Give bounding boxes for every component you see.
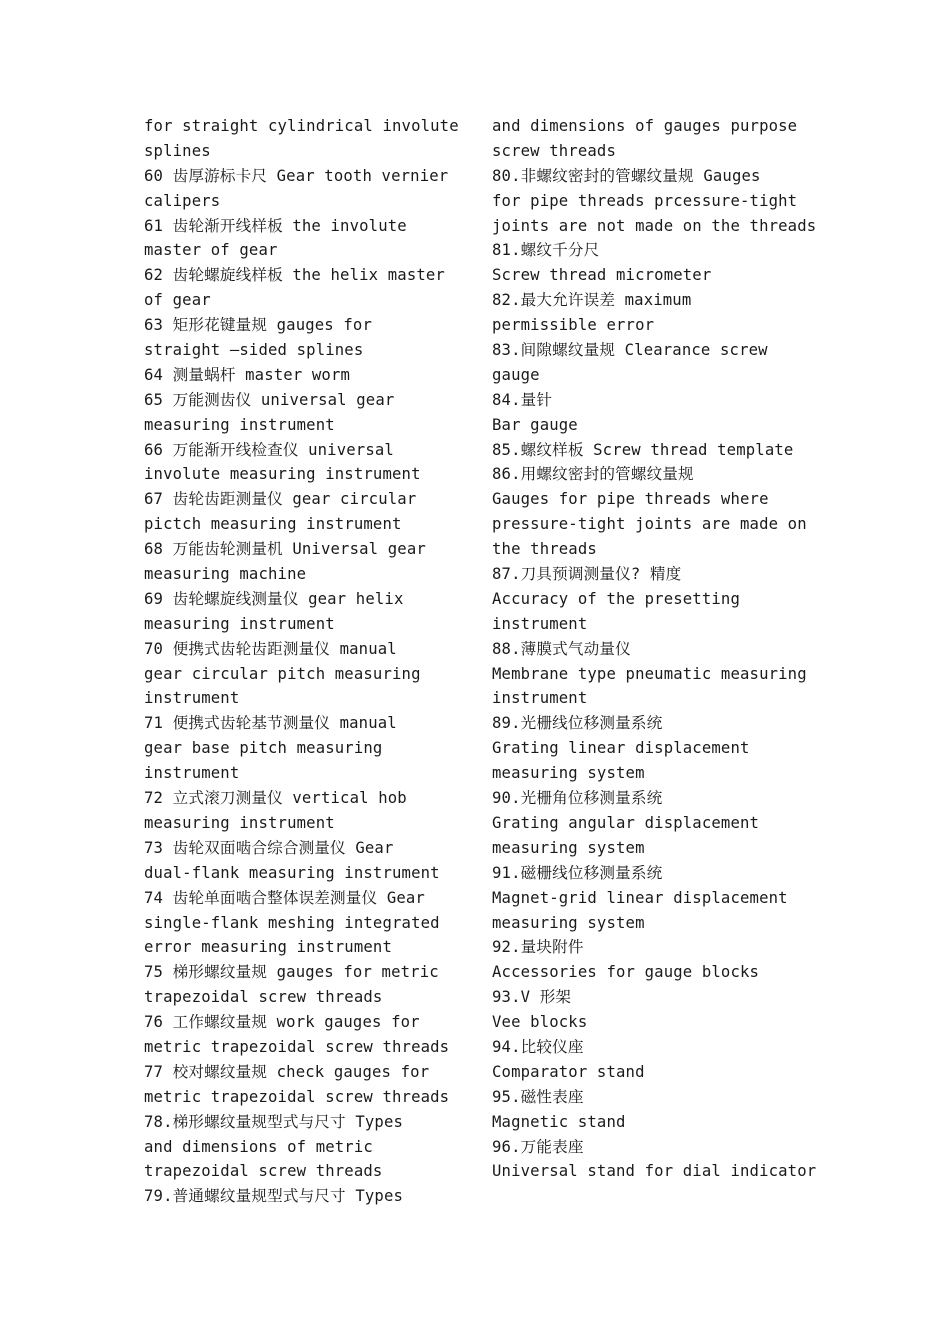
text-line: metric trapezoidal screw threads bbox=[144, 1087, 450, 1106]
text-line: 69 齿轮螺旋线测量仪 gear helix bbox=[144, 589, 404, 608]
text-line: 93.V 形架 bbox=[492, 988, 572, 1007]
text-line: error measuring instrument bbox=[144, 938, 392, 957]
text-line: instrument bbox=[492, 689, 588, 708]
text-line: 86.用螺纹密封的管螺纹量规 bbox=[492, 465, 694, 484]
text-line: 72 立式滚刀测量仪 vertical hob bbox=[144, 789, 407, 808]
text-line: 94.比较仪座 bbox=[492, 1037, 584, 1056]
text-line: 89.光栅线位移测量系统 bbox=[492, 714, 663, 733]
text-line: measuring instrument bbox=[144, 614, 335, 633]
text-line: 91.磁栅线位移测量系统 bbox=[492, 863, 663, 882]
text-line: 88.薄膜式气动量仪 bbox=[492, 639, 631, 658]
text-line: calipers bbox=[144, 191, 221, 210]
text-line: 74 齿轮单面啮合整体误差测量仪 Gear bbox=[144, 888, 425, 907]
right-column bbox=[492, 114, 822, 1184]
text-line: 60 齿厚游标卡尺 Gear tooth vernier bbox=[144, 166, 449, 185]
text-line: 78.梯形螺纹量规型式与尺寸 Types bbox=[144, 1112, 404, 1131]
text-line: 87.刀具预调测量仪? 精度 bbox=[492, 565, 682, 584]
text-line: instrument bbox=[492, 614, 588, 633]
text-line: Gauges for pipe threads where bbox=[492, 490, 769, 509]
text-line: Comparator stand bbox=[492, 1062, 645, 1081]
text-line: 83.间隙螺纹量规 Clearance screw bbox=[492, 341, 768, 360]
text-line: 96.万能表座 bbox=[492, 1137, 584, 1156]
text-line: instrument bbox=[144, 764, 240, 783]
text-line: 81.螺纹千分尺 bbox=[492, 241, 600, 260]
text-line: master of gear bbox=[144, 241, 278, 260]
text-line: metric trapezoidal screw threads bbox=[144, 1037, 450, 1056]
text-line: 70 便携式齿轮齿距测量仪 manual bbox=[144, 639, 397, 658]
text-line: measuring system bbox=[492, 764, 645, 783]
text-line: gear circular pitch measuring bbox=[144, 664, 421, 683]
text-line: 85.螺纹样板 Screw thread template bbox=[492, 440, 794, 459]
text-line: Screw thread micrometer bbox=[492, 266, 712, 285]
text-line: permissible error bbox=[492, 316, 655, 335]
text-line: trapezoidal screw threads bbox=[144, 988, 383, 1007]
text-line: Universal stand for dial indicator bbox=[492, 1162, 817, 1181]
text-line: gear base pitch measuring bbox=[144, 739, 383, 758]
text-line: measuring instrument bbox=[144, 813, 335, 832]
text-line: involute measuring instrument bbox=[144, 465, 421, 484]
text-line: dual-flank measuring instrument bbox=[144, 863, 440, 882]
text-line: 67 齿轮齿距测量仪 gear circular bbox=[144, 490, 417, 509]
text-line: Membrane type pneumatic measuring bbox=[492, 664, 807, 683]
text-line: and dimensions of metric bbox=[144, 1137, 373, 1156]
text-line: measuring system bbox=[492, 838, 645, 857]
text-line: 76 工作螺纹量规 work gauges for bbox=[144, 1013, 420, 1032]
text-line: trapezoidal screw threads bbox=[144, 1162, 383, 1181]
text-line: straight –sided splines bbox=[144, 341, 364, 360]
text-line: pictch measuring instrument bbox=[144, 515, 402, 534]
text-line: 73 齿轮双面啮合综合测量仪 Gear bbox=[144, 838, 394, 857]
text-line: joints are not made on the threads bbox=[492, 216, 817, 235]
text-line: 64 测量蜗杆 master worm bbox=[144, 365, 351, 384]
text-line: and dimensions of gauges purpose bbox=[492, 117, 798, 135]
text-line: Vee blocks bbox=[492, 1013, 588, 1032]
text-line: 95.磁性表座 bbox=[492, 1087, 584, 1106]
text-line: 61 齿轮渐开线样板 the involute bbox=[144, 216, 407, 235]
text-line: the threads bbox=[492, 540, 597, 559]
text-line: pressure-tight joints are made on bbox=[492, 515, 807, 534]
text-line: single-flank meshing integrated bbox=[144, 913, 440, 932]
text-line: 92.量块附件 bbox=[492, 938, 584, 957]
text-line: measuring machine bbox=[144, 565, 307, 584]
text-line: 62 齿轮螺旋线样板 the helix master bbox=[144, 266, 445, 285]
text-line: 77 校对螺纹量规 check gauges for bbox=[144, 1062, 430, 1081]
text-line: gauge bbox=[492, 365, 540, 384]
text-line: 79.普通螺纹量规型式与尺寸 Types bbox=[144, 1187, 404, 1206]
text-line: 71 便携式齿轮基节测量仪 manual bbox=[144, 714, 397, 733]
text-line: 90.光栅角位移测量系统 bbox=[492, 789, 663, 808]
left-column bbox=[144, 114, 474, 1209]
text-line: Magnet-grid linear displacement bbox=[492, 888, 788, 907]
text-line: screw threads bbox=[492, 141, 616, 160]
text-line: measuring system bbox=[492, 913, 645, 932]
text-line: for pipe threads prcessure-tight bbox=[492, 191, 798, 210]
text-line: 63 矩形花键量规 gauges for bbox=[144, 316, 372, 335]
text-line: Bar gauge bbox=[492, 415, 578, 434]
text-line: Grating angular displacement bbox=[492, 813, 760, 832]
text-line: measuring instrument bbox=[144, 415, 335, 434]
text-line: for straight cylindrical involute bbox=[144, 117, 459, 135]
text-line: Grating linear displacement bbox=[492, 739, 750, 758]
text-line: 80.非螺纹密封的管螺纹量规 Gauges bbox=[492, 166, 761, 185]
text-line: Accessories for gauge blocks bbox=[492, 963, 760, 982]
text-line: instrument bbox=[144, 689, 240, 708]
text-line: 82.最大允许误差 maximum bbox=[492, 291, 692, 310]
text-line: splines bbox=[144, 141, 211, 160]
text-line: 75 梯形螺纹量规 gauges for metric bbox=[144, 963, 439, 982]
text-line: Magnetic stand bbox=[492, 1112, 626, 1131]
text-line: 68 万能齿轮测量机 Universal gear bbox=[144, 540, 426, 559]
text-line: 84.量针 bbox=[492, 390, 553, 409]
text-line: 65 万能测齿仪 universal gear bbox=[144, 390, 395, 409]
text-line: of gear bbox=[144, 291, 211, 310]
text-line: Accuracy of the presetting bbox=[492, 589, 740, 608]
text-line: 66 万能渐开线检查仪 universal bbox=[144, 440, 394, 459]
